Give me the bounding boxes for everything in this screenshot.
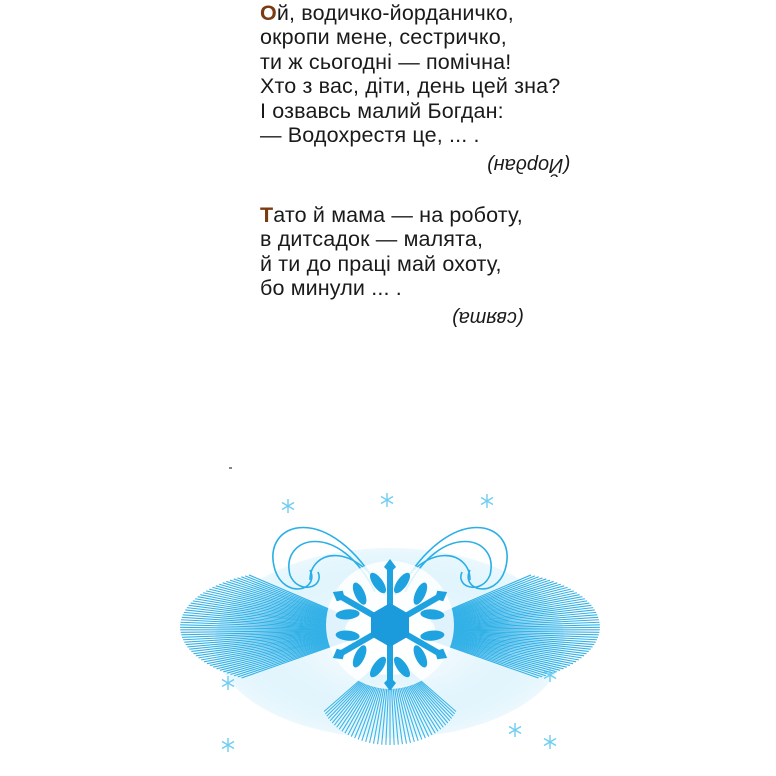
drop-cap-letter: Т <box>260 203 274 227</box>
poem-line: в дитсадок — малята, <box>260 227 484 252</box>
poem-line: І озвавсь малий Богдан: <box>260 98 504 123</box>
stray-dot <box>229 467 232 469</box>
poem-line: й ти до праці май охоту, <box>260 251 502 276</box>
riddle-poem-1 <box>260 1 600 147</box>
poem-line <box>260 203 600 227</box>
drop-cap-letter: О <box>260 1 277 25</box>
poem-line: бо минули ... . <box>260 276 402 301</box>
poem-line: ти ж сьогодні — помічна! <box>260 49 512 74</box>
poem-line <box>260 1 600 25</box>
riddle-poem-2 <box>260 203 600 301</box>
poem-line: Хто з вас, діти, день цей зна? <box>260 74 561 99</box>
riddle-answer-upside-down: (Йордан) <box>487 154 571 176</box>
poem-line-text: й, водичко-йорданичко, <box>276 1 514 25</box>
poem-line: окропи мене, сестричко, <box>260 25 507 50</box>
riddle-answer-upside-down: (свята) <box>452 307 524 329</box>
poem-line-text: ато й мама — на роботу, <box>273 203 523 227</box>
poem-line: — Водохрестя це, ... . <box>260 122 480 147</box>
snowflake-ornament-icon <box>180 480 600 776</box>
